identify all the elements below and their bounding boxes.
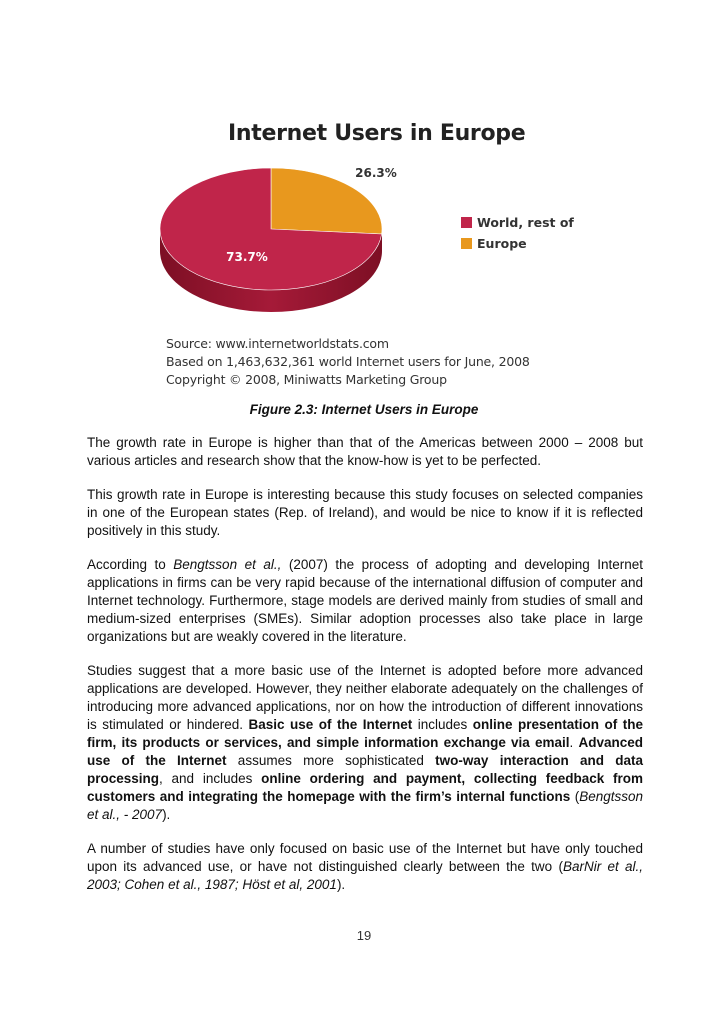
p5-text-c: ). [336, 877, 346, 892]
p4-text-k: ( [570, 789, 580, 804]
chart-copyright: Copyright © 2008, Miniwatts Marketing Group [166, 372, 447, 387]
chart-basis: Based on 1,463,632,361 world Internet users for June, 2008 [166, 354, 530, 369]
paragraph-3 [87, 556, 643, 646]
p4-basic-details: online presentation of the firm, its products or services, and simple information exchange via email [87, 717, 643, 750]
figure-caption: Figure 2.3: Internet Users in Europe [249, 402, 479, 417]
p5-text-a: A number of studies have only focused on basic use of the Internet but have only touched upon its advanced use, or have not distinguished clearly between the two ( [87, 841, 643, 874]
paragraph-1: The growth rate in Europe is higher than that of the Americas between 2000 – 2008 but various articles and research show that the know-how is yet to be perfected. [87, 435, 643, 468]
p3-text-c: (2007) the process of adopting and developing Internet applications in firms can be very rapid because of the international diffusion of computer and Internet technology. Furthermore, stage models are derived mainly from studies of small and medium-sized enterprises (SMEs). Similar adoption processes also take place in large organizations but are weakly covered in the literature. [87, 557, 643, 644]
data-label-world: 73.7% [226, 250, 268, 264]
legend-swatch-europe [461, 238, 472, 249]
legend-swatch-world [461, 217, 472, 228]
legend-label-europe: Europe [477, 236, 527, 251]
chart-legend [461, 212, 574, 254]
p4-basic-use: Basic use of the Internet [248, 717, 413, 732]
paragraph-2: This growth rate in Europe is interesting because this study focuses on selected companies in one of the European states (Rep. of Ireland), and would be nice to know if it is reflected positively in this study. [87, 487, 643, 538]
p4-two-way: two-way interaction and data processing [87, 753, 643, 786]
paragraph-5 [87, 840, 643, 894]
p4-text-m: ). [162, 807, 171, 822]
p4-advanced-details: online ordering and payment, collecting feedback from customers and integrating the homepage with the firm’s internal functions [87, 771, 643, 804]
p3-citation: Bengtsson et al., [173, 557, 282, 572]
pie-chart [160, 160, 400, 330]
p4-advanced-use: Advanced use of the Internet [87, 735, 643, 768]
page-number: 19 [356, 928, 372, 943]
p4-text-g: assumes more sophisticated [226, 753, 436, 768]
p4-text-a: Studies suggest that a more basic use of the Internet is adopted before more advanced applications are developed. However, they neither elaborate adequately on the challenges of introducing more advanced applications, nor on how the introduction of different innovations is stimulated or hindered. [87, 663, 643, 732]
p5-citations: BarNir et al., 2003; Cohen et al., 1987; Höst et al, 2001 [87, 859, 643, 892]
chart-notes [166, 335, 530, 389]
body-text [87, 434, 643, 910]
legend-item-world [461, 212, 574, 233]
legend-label-world: World, rest of [477, 215, 574, 230]
p4-citation: Bengtsson et al., - 2007 [87, 789, 644, 822]
chart-source: Source: www.internetworldstats.com [166, 336, 389, 351]
data-label-europe: 26.3% [355, 166, 397, 180]
p4-text-c: includes [412, 717, 473, 732]
p3-text-a: According to [87, 557, 174, 572]
p4-text-i: , and includes [159, 771, 262, 786]
chart-title: Internet Users in Europe [228, 121, 526, 146]
paragraph-4 [87, 662, 643, 824]
p4-text-e: . [569, 735, 579, 750]
legend-item-europe [461, 233, 574, 254]
